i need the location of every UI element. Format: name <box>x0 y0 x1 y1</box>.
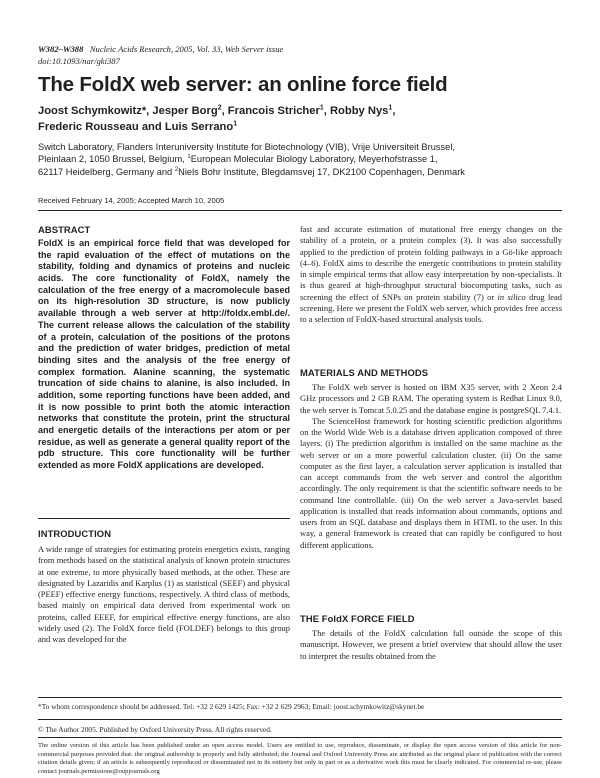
author-line-2 <box>38 120 568 136</box>
author: Frederic Rousseau and Luis Serrano <box>38 120 234 133</box>
journal-citation: Nucleic Acids Research, 2005, Vol. 33, Web Server issue <box>89 44 284 54</box>
header-divider <box>38 210 562 211</box>
intro-continuation <box>300 224 562 325</box>
affiliation-mark: 2 <box>174 166 179 173</box>
paper-title: The FoldX web server: an online force field <box>38 73 448 96</box>
author: , Jesper Borg <box>146 105 218 117</box>
paragraph-text: fast and accurate estimation of mutational free energy changes on the stability of a protein, or a protein complex (3). It was also successfully applied to the prediction of protein folding pathways in a Gö-like approach (4–6). FoldX aims to describe the energetic contributions to protein stability in simple empirical terms that allow easy interpretation by non-specialists. It is thus geared at high-throughput structural biocomputing tasks, such as screening the effect of SNPs on protein stability (7) or <box>300 224 562 302</box>
received-accepted-dates: Received February 14, 2005; Accepted March 10, 2005 <box>38 196 225 205</box>
correspondence-footnote: *To whom correspondence should be addressed. Tel: +32 2 629 1425; Fax: +32 2 629 2963; Email: joost.schymkowitz@skynet.be <box>38 702 425 711</box>
affiliations <box>38 141 578 178</box>
abstract-divider <box>38 518 290 519</box>
author: Joost Schymkowitz* <box>38 105 147 117</box>
introduction-text <box>38 544 290 645</box>
methods-heading: MATERIALS AND METHODS <box>300 367 429 378</box>
author-separator: , <box>392 105 396 117</box>
author: , Robby Nys <box>323 105 389 117</box>
paragraph: The details of the FoldX calculation fall outside the scope of this manuscript. However, we present a brief overview that should allow the user to interpret the results obtained from the <box>300 628 562 661</box>
paragraph: A wide range of strategies for estimating protein energetics exists, ranging from methods based on the statistical analysis of known protein structures at one extreme, to more physically based methods, at the other. These are designated by Lazaridis and Karplus (1) as statistical (SEEF) and physical (PEEF) effective energy functions, respectively. A third class of methods, based mainly on empirical data derived from experimental work on proteins, called EEEF, for empirical effective energy functions, are also widely used (2). The FoldX force field (FOLDEF) belongs to this group and was developed for the <box>38 544 290 644</box>
affiliation-mark: 1 <box>187 154 191 161</box>
paragraph-text: drug lead screening. Here we present the FoldX web server, which provides free access to a selection of FoldX-based structural analysis tools. <box>300 291 562 324</box>
affiliation-text: European Molecular Biology Laboratory, Meyerhofstrasse 1, <box>190 154 438 165</box>
force-field-text <box>300 628 562 662</box>
force-field-heading: THE FoldX FORCE FIELD <box>300 613 415 624</box>
page-range: W382–W388 <box>38 44 84 54</box>
paragraph: The FoldX web server is hosted on IBM X35 server, with 2 Xeon 2.4 GHz processors and 2 GB RAM. The operating system is Redhat Linux 9.0, the web server is Tomcat 5.0.25 and the database engine is postgreSQL 7.4.1. <box>300 382 562 415</box>
affiliation-line <box>38 153 578 165</box>
abstract-heading: ABSTRACT <box>38 224 91 235</box>
doi: doi:10.1093/nar/gki387 <box>38 56 120 66</box>
affiliation-text: 62117 Heidelberg, Germany and <box>38 166 175 177</box>
affiliation-mark: 1 <box>388 104 393 112</box>
copyright-notice: © The Author 2005. Published by Oxford University Press. All rights reserved. <box>38 725 272 734</box>
paragraph <box>300 224 562 325</box>
paragraph: The ScienceHost framework for hosting scientific prediction algorithms on the World Wide Web is a database driven application composed of three layers. (i) The prediction algorithm is installed on the same machine as the web server or on a more powerful calculation cluster. (ii) On the same computer as the first layer, a calculation server application is installed that can accept commands from the web server and control the algorithm accordingly. The only requirement is that the scientific software needs to be command line controllable. (iii) On the web server a Java-servlet based application is installed that reads information about commands, options and users from an SQL database and displays them in HTML to the user. In this way, a general framework is created that can rapidly be configured to host different applications. <box>300 415 562 550</box>
abstract-text: FoldX is an empirical force field that was developed for the rapid evaluation of the effect of mutations on the stability, folding and dynamics of proteins and nucleic acids. The core functionality of FoldX, namely the calculation of the free energy of a macromolecule based on its high-resolution 3D structure, is now publicly available through a web server at http://foldx.embl.de/. The current release allows the calculation of the stability of a protein, calculation of the positions of the protons and the prediction of water bridges, prediction of metal binding sites and the analysis of the free energy of complex formation. Alanine scanning, the systematic truncation of side chains to alanine, is also included. In addition, some reporting functions have been added, and it is now possible to print both the atomic interaction networks that constitute the protein, print the structural and energetic details of the interactions per atom or per residue, as well as generate a general quality report of the pdb structure. This core functionality will be further extended as more FoldX applications are developed. <box>38 238 290 471</box>
copyright-divider <box>38 719 562 720</box>
affiliation-text: Niels Bohr Institute, Blegdamsvej 17, DK2100 Copenhagen, Denmark <box>178 166 465 177</box>
affiliation-line: Switch Laboratory, Flanders Interuniversity Institute for Biotechnology (VIB), Vrije Universiteit Brussel, <box>38 142 455 152</box>
footnote-divider <box>38 697 562 698</box>
affiliation-mark: 1 <box>319 104 324 112</box>
introduction-heading: INTRODUCTION <box>38 528 112 539</box>
author-line-1 <box>38 104 568 120</box>
affiliation-mark: 1 <box>233 119 238 127</box>
author: , Francois Stricher <box>221 105 320 117</box>
paragraph-italic: in silico <box>497 291 526 302</box>
affiliation-text: Pleinlaan 2, 1050 Brussel, Belgium, <box>38 154 188 165</box>
journal-header <box>38 44 283 54</box>
affiliation-mark: 2 <box>217 104 222 112</box>
open-access-license: The online version of this article has been published under an open access model. Users are entitled to use, reproduce, disseminate, or display the open access version of this article for non-commercial purposes provided that: the original authorship is properly and fully attributed; the Journal and Oxford University Press are attributed as the original place of publication with the correct citation details given; if an article is subsequently reproduced or disseminated not in its entirety but only in part or as a derivative work this must be clearly indicated. For commercial re-use, please contact journals.permissions@oupjournals.org <box>38 742 562 776</box>
author-list <box>38 104 568 135</box>
affiliation-line <box>38 166 578 178</box>
methods-text <box>300 382 562 551</box>
license-divider <box>38 737 562 738</box>
